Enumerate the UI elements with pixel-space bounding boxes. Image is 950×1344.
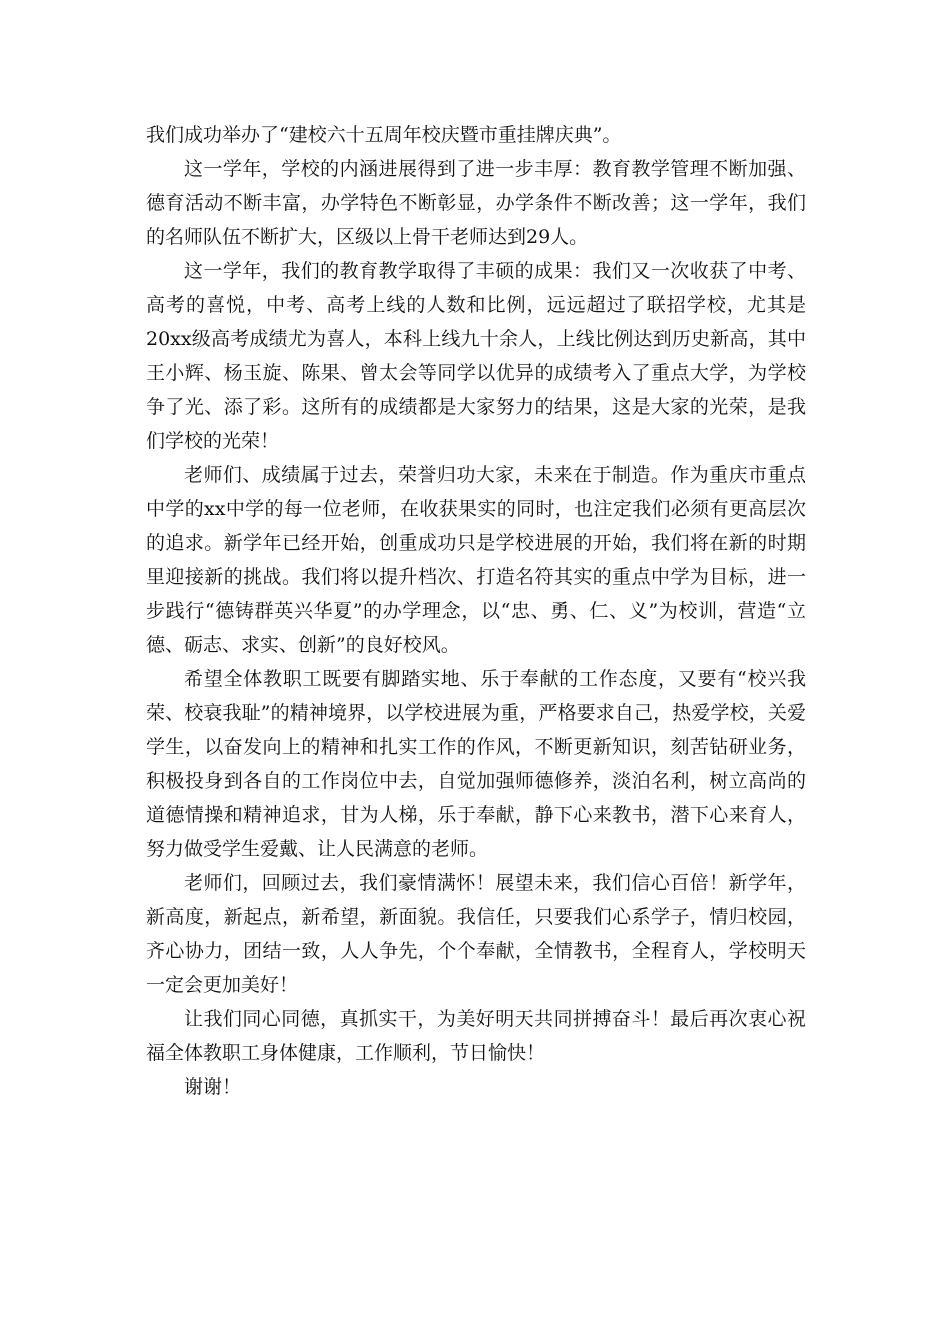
document-body [146,118,806,1104]
paragraph-thanks: 谢谢！ [184,1076,242,1098]
paragraph-confidence: 老师们，回顾过去，我们豪情满怀！展望未来，我们信心百倍！新学年，新高度，新起点，新希望，新面貌。我信任，只要我们心系学子，情归校园，齐心协力，团结一致，人人争先，个个奉献，全情教书，全程育人，学校明天一定会更加美好！ [146,872,806,996]
paragraph-exam-results: 这一学年，我们的教育教学取得了丰硕的成果：我们又一次收获了中考、高考的喜悦，中考、高考上线的人数和比例，远远超过了联招学校，尤其是20xx级高考成绩尤为喜人，本科上线九十余人，上线比例达到历史新高，其中王小辉、杨玉旋、陈果、曾太会等同学以优异的成绩考入了重点大学，为学校争了光、添了彩。这所有的成绩都是大家努力的结果，这是大家的光荣，是我们学校的光荣！ [146,260,806,452]
paragraph-continuation: 我们成功举办了“建校六十五周年校庆暨市重挂牌庆典”。 [146,124,622,146]
paragraph-school-development: 这一学年，学校的内涵进展得到了进一步丰厚：教育教学管理不断加强、德育活动不断丰富，办学特色不断彰显，办学条件不断改善；这一学年，我们的名师队伍不断扩大，区级以上骨干老师达到29人。 [146,158,806,248]
paragraph-closing-wishes: 让我们同心同德，真抓实干，为美好明天共同拼搏奋斗！最后再次衷心祝福全体教职工身体健康，工作顺利，节日愉快！ [146,1008,806,1064]
paragraph-future-goals: 老师们、成绩属于过去，荣誉归功大家，未来在于制造。作为重庆市重点中学的xx中学的每一位老师，在收获果实的同时，也注定我们必须有更高层次的追求。新学年已经开始，创重成功只是学校进展的开始，我们将在新的时期里迎接新的挑战。我们将以提升档次、打造名符其实的重点中学为目标，进一步践行“德铸群英兴华夏”的办学理念，以“忠、勇、仁、义”为校训，营造“立德、砺志、求实、创新”的良好校风。 [146,464,806,656]
paragraph-staff-expectations: 希望全体教职工既要有脚踏实地、乐于奉献的工作态度，又要有“校兴我荣、校衰我耻”的精神境界，以学校进展为重，严格要求自己，热爱学校，关爱学生，以奋发向上的精神和扎实工作的作风，不断更新知识，刻苦钻研业务，积极投身到各自的工作岗位中去，自觉加强师德修养，淡泊名利，树立高尚的道德情操和精神追求，甘为人梯，乐于奉献，静下心来教书，潜下心来育人，努力做受学生爱戴、让人民满意的老师。 [146,668,806,860]
